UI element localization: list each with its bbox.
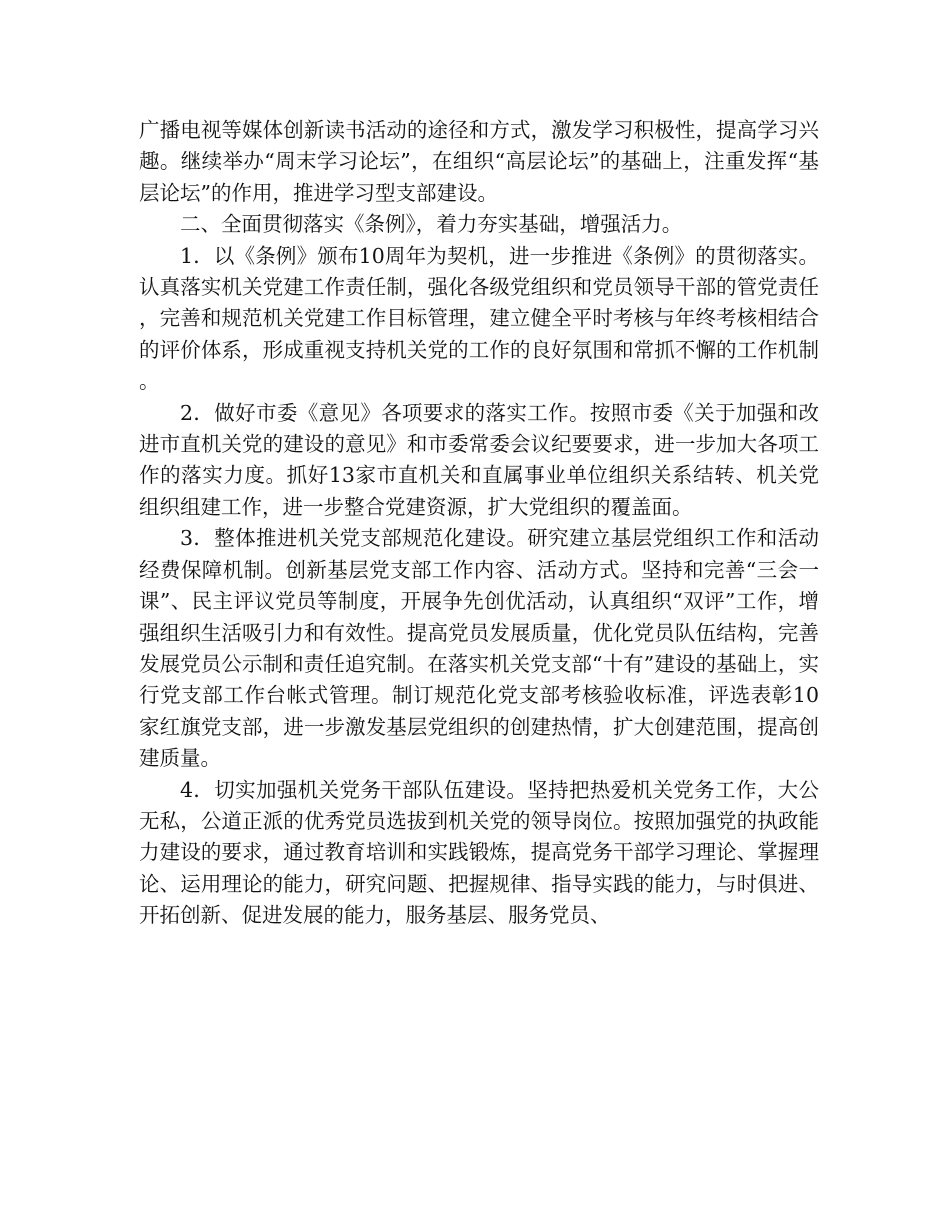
paragraph-item-1: 1．以《条例》颁布10周年为契机，进一步推进《条例》的贯彻落实。认真落实机关党建工作责任制，强化各级党组织和党员领导干部的管党责任，完善和规范机关党建工作目标管理，建立健全平时考核与年终考核相结合的评价体系，形成重视支持机关党的工作的良好氛围和常抓不懈的工作机制。 <box>139 243 819 394</box>
section-heading-2: 二、全面贯彻落实《条例》，着力夯实基础，增强活力。 <box>180 212 683 237</box>
document-body <box>139 115 819 932</box>
paragraph-item-2: 2．做好市委《意见》各项要求的落实工作。按照市委《关于加强和改进市直机关党的建设的意见》和市委常委会议纪要要求，进一步加大各项工作的落实力度。抓好13家市直机关和直属事业单位组织关系结转、机关党组织组建工作，进一步整合党建资源，扩大党组织的覆盖面。 <box>139 400 819 519</box>
paragraph-item-3: 3．整体推进机关党支部规范化建设。研究建立基层党组织工作和活动经费保障机制。创新基层党支部工作内容、活动方式。坚持和完善“三会一课”、民主评议党员等制度，开展争先创优活动，认真组织“双评”工作，增强组织生活吸引力和有效性。提高党员发展质量，优化党员队伍结构，完善发展党员公示制和责任追究制。在落实机关党支部“十有”建设的基础上，实行党支部工作台帐式管理。制订规范化党支部考核验收标准，评选表彰10家红旗党支部，进一步激发基层党组织的创建热情，扩大创建范围，提高创建质量。 <box>139 526 819 771</box>
paragraph-continuation: 广播电视等媒体创新读书活动的途径和方式，激发学习积极性，提高学习兴趣。继续举办“周末学习论坛”，在组织“高层论坛”的基础上，注重发挥“基层论坛”的作用，推进学习型支部建设。 <box>139 118 819 205</box>
paragraph-item-4: 4．切实加强机关党务干部队伍建设。坚持把热爱机关党务工作，大公无私，公道正派的优秀党员选拔到机关党的领导岗位。按照加强党的执政能力建设的要求，通过教育培训和实践锻炼，提高党务干部学习理论、掌握理论、运用理论的能力，研究问题、把握规律、指导实践的能力，与时俱进、开拓创新、促进发展的能力，服务基层、服务党员、 <box>139 777 819 928</box>
